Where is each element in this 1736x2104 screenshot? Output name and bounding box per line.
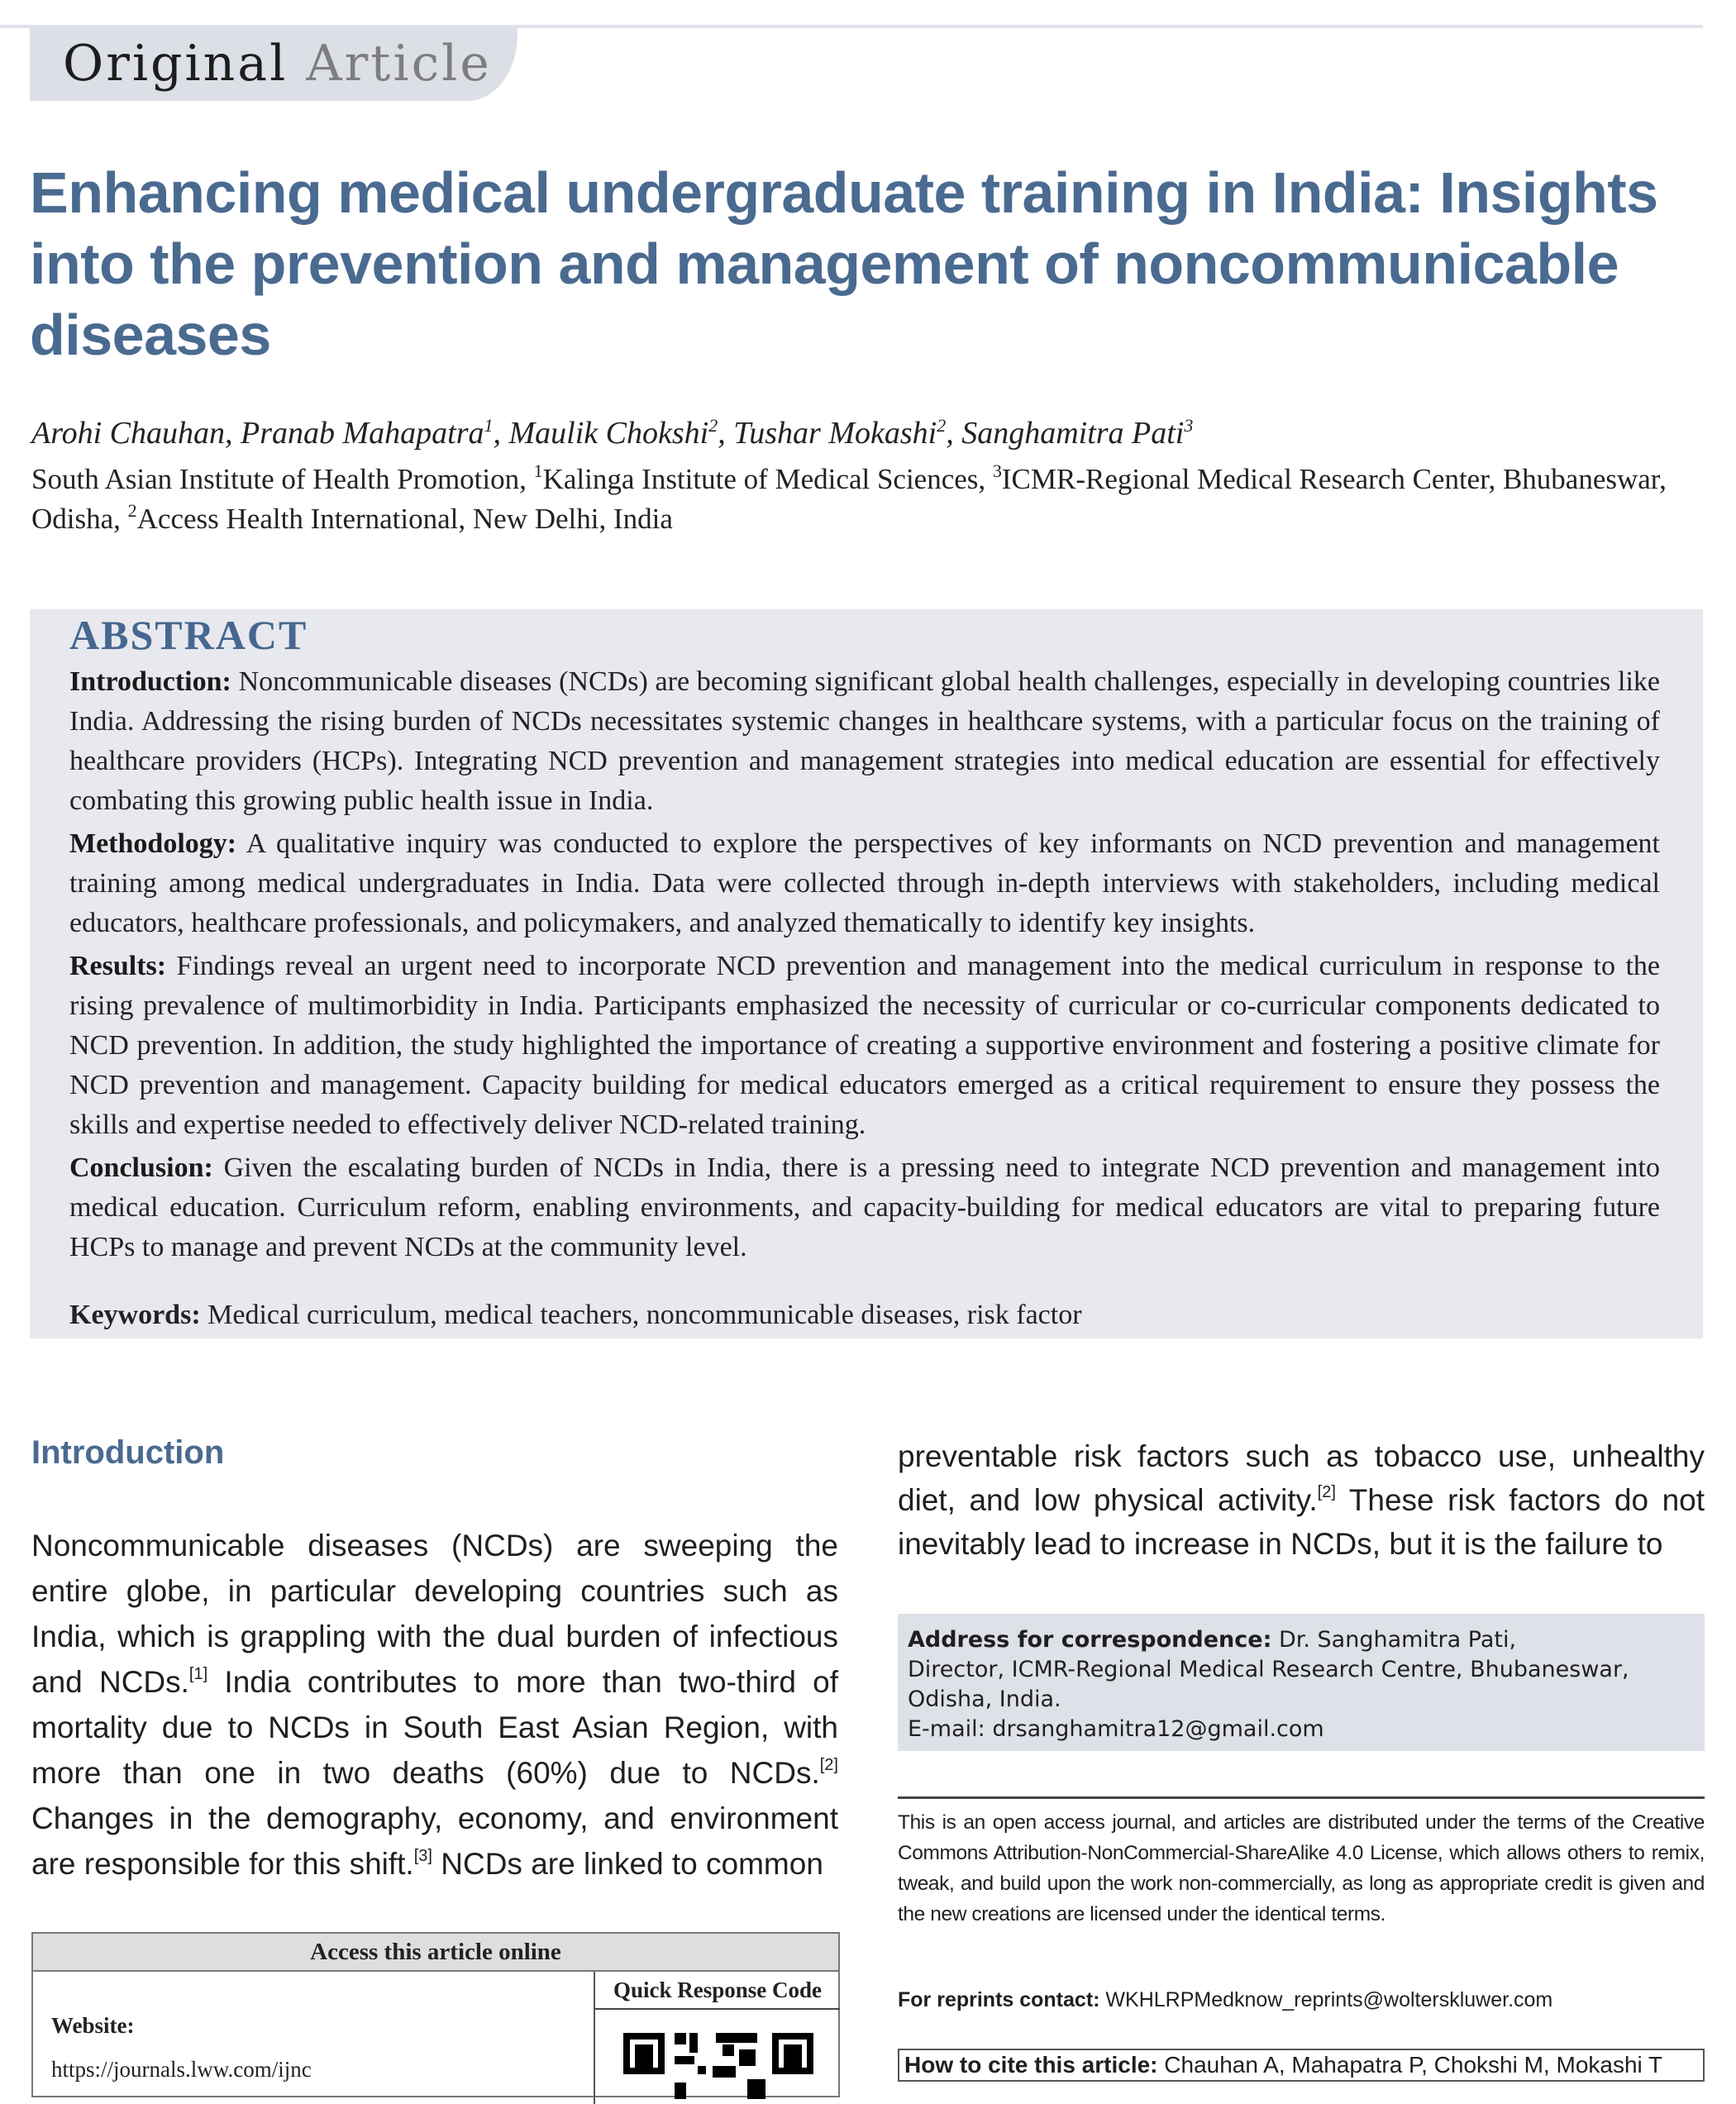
abstract-methodology [69,824,1660,943]
citation-ref[interactable]: [2] [1317,1483,1336,1501]
website-link[interactable]: https://journals.lww.com/ijnc [51,2057,312,2082]
correspondence-box [898,1614,1705,1751]
reprints-label: For reprints contact: [898,1988,1100,2011]
abstract-box [30,609,1703,1338]
affiliation-sup: 3 [992,460,1002,481]
abstract-label: Conclusion: [69,1152,213,1183]
abstract-conclusion [69,1148,1660,1267]
abstract-label: Methodology: [69,828,237,859]
abstract-introduction [69,662,1660,821]
keywords-text: Medical curriculum, medical teachers, noncommunicable diseases, risk factor [200,1300,1082,1330]
keywords-label: Keywords: [69,1300,201,1330]
author: Maulik Chokshi [508,416,709,451]
author: Arohi Chauhan [31,416,225,451]
license-text: This is an open access journal, and articles are distributed under the terms of the Creative Commons Attribution-NonCommercial-ShareAlike 4.0 License, which allows others to remix, tweak, and build upon the work non-commercially, as long as appropriate credit is given and the new creations are licensed under the identical terms. [898,1811,1705,1925]
affiliation: South Asian Institute of Health Promotion, [31,463,534,495]
how-to-cite-box [898,2049,1705,2082]
author: Tushar Mokashi [733,416,937,451]
introduction-body-continued [898,1434,1705,1566]
abstract-label: Introduction: [69,666,231,697]
affiliation-sup: 2 [127,500,137,521]
section-tab-word2: Article [306,35,492,93]
body-text: preventable risk factors such as tobacco use, unhealthy diet, and low physical activity. [898,1439,1705,1517]
body-text: Noncommunicable diseases (NCDs) are sweeping the entire globe, in particular developing countries such as India, which is grappling with the dual burden of infectious and NCDs. [31,1529,838,1699]
correspondence-label: Address for correspondence: [908,1627,1272,1653]
author-sup: 3 [1184,415,1194,436]
access-article-box [31,1932,840,2097]
author: Pranab Mahapatra [241,416,484,451]
author: Sanghamitra Pati [961,416,1185,451]
correspondence-email[interactable]: E-mail: drsanghamitra12@gmail.com [908,1716,1324,1742]
keywords [69,1295,1660,1335]
license-divider [898,1796,1705,1799]
introduction-heading: Introduction [31,1434,225,1471]
cite-text: Chauhan A, Mahapatra P, Chokshi M, Mokashi T [1157,2052,1663,2078]
abstract-text: Noncommunicable diseases (NCDs) are becoming significant global health challenges, especially in developing countries like India. Addressing the rising burden of NCDs necessitates systemic changes in healthcare systems, with a particular focus on the training of healthcare providers (HCPs). Integrating NCD prevention and management strategies into medical education are essential for effectively combating this growing public health issue in India. [69,666,1660,816]
qr-label: Quick Response Code [595,1972,840,2010]
affiliation: Kalinga Institute of Medical Sciences, [542,463,993,495]
citation-ref[interactable]: [3] [413,1847,432,1865]
body-text: India contributes to more than two-third of mortality due to NCDs in South East Asian Region, with more than one in two deaths (60%) due to NCDs. [31,1665,838,1790]
affiliation-sup: 1 [533,460,543,481]
correspondence-name: Dr. Sanghamitra Pati, [1271,1627,1517,1653]
author-sup: 1 [484,415,494,436]
body-text: NCDs are linked to common [432,1847,823,1881]
body-text: Changes in the demography, economy, and environment are responsible for this shift. [31,1801,838,1881]
citation-ref[interactable]: [2] [819,1756,838,1774]
author-list: Arohi Chauhan, Pranab Mahapatra$^1$, Maulik Chokshi$^2$, Tushar Mokashi$^2$, Sanghamitra Pati$^3$ [31,415,1194,451]
citation-ref[interactable]: [1] [188,1665,208,1683]
affiliation: Access Health International, New Delhi, India [136,503,673,535]
article-title: Enhancing medical undergraduate training in India: Insights into the prevention and management of noncommunicable diseases [30,160,1658,367]
affiliations [31,460,1693,539]
author-sup: 2 [708,415,718,436]
section-tab [30,26,517,101]
introduction-body [31,1523,838,1887]
abstract-text: Given the escalating burden of NCDs in India, there is a pressing need to integrate NCD prevention and management into medical education. Curriculum reform, enabling environments, and capacity-building for medical educators are vital to preparing future HCPs to manage and prevent NCDs at the community level. [69,1152,1660,1262]
correspondence-address: Odisha, India. [908,1687,1061,1712]
cite-label: How to cite this article: [904,2052,1158,2078]
correspondence-address: Director, ICMR-Regional Medical Research Centre, Bhubaneswar, [908,1657,1629,1682]
author-sup: 2 [937,415,947,436]
abstract-text: A qualitative inquiry was conducted to explore the perspectives of key informants on NCD prevention and management training among medical undergraduates in India. Data were collected through in-depth interviews with stakeholders, including medical educators, healthcare professionals, and policymakers, and analyzed thematically to identify key insights. [69,828,1660,938]
reprints-contact [898,1988,1705,2012]
body-text: These risk factors do not inevitably lead to increase in NCDs, but it is the failure to [898,1483,1705,1561]
section-tab-word1: Original [63,35,289,93]
abstract-heading: ABSTRACT [69,612,308,658]
website-cell [33,1972,594,2104]
abstract-results [69,947,1660,1145]
abstract-label: Results: [69,951,167,981]
abstract-text: Findings reveal an urgent need to incorporate NCD prevention and management into the medical curriculum in response to the rising prevalence of multimorbidity in India. Participants emphasized the necessity of curricular or co-curricular components dedicated to NCD prevention. In addition, the study highlighted the importance of creating a supportive environment and fostering a positive climate for NCD prevention and management. Capacity building for medical educators emerged as a critical requirement to ensure they possess the skills and expertise needed to effectively deliver NCD-related training. [69,951,1660,1140]
qr-cell [594,1972,840,2104]
qr-code-icon[interactable] [623,2033,813,2099]
access-header: Access this article online [33,1934,838,1972]
website-label: Website: [51,2013,135,2038]
affiliation: ICMR-Regional Medical Research Center, Bhubaneswar, Odisha, [31,463,1667,535]
reprints-email[interactable]: WKHLRPMedknow_reprints@wolterskluwer.com [1099,1988,1553,2011]
